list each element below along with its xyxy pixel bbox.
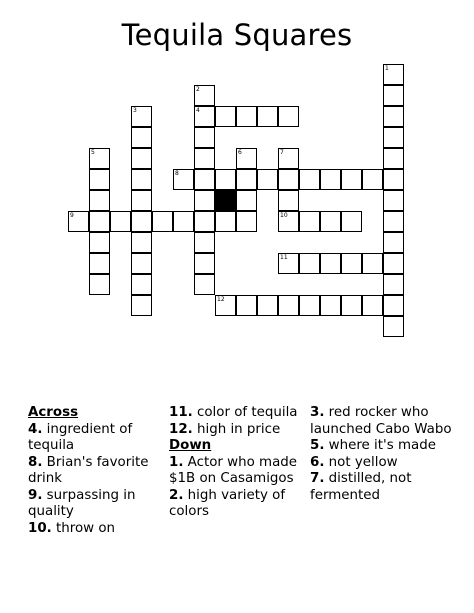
grid-cell[interactable] (131, 211, 152, 232)
grid-cell[interactable] (383, 148, 404, 169)
clue-number: 9 (70, 212, 74, 219)
grid-cell[interactable] (299, 295, 320, 316)
grid-cell[interactable] (383, 232, 404, 253)
grid-cell[interactable] (68, 211, 89, 232)
grid-cell[interactable] (131, 169, 152, 190)
grid-cell[interactable] (236, 169, 257, 190)
grid-cell[interactable] (299, 169, 320, 190)
clue-number: 8 (175, 170, 179, 177)
clue-across-10[interactable]: 10. throw on (28, 520, 116, 536)
grid-cell[interactable] (278, 106, 299, 127)
grid-cell[interactable] (173, 211, 194, 232)
grid-cell[interactable] (383, 211, 404, 232)
grid-cell[interactable] (89, 169, 110, 190)
grid-cell[interactable] (131, 232, 152, 253)
grid-cell[interactable] (383, 190, 404, 211)
grid-cell[interactable] (383, 106, 404, 127)
grid-cell[interactable] (320, 169, 341, 190)
grid-cell[interactable] (194, 106, 215, 127)
grid-cell[interactable] (278, 190, 299, 211)
grid-cell[interactable] (194, 169, 215, 190)
grid-cell[interactable] (236, 211, 257, 232)
puzzle-title: Tequila Squares (121, 18, 353, 52)
clue-number: 10 (280, 212, 288, 219)
grid-cell[interactable] (362, 169, 383, 190)
grid-cell[interactable] (299, 253, 320, 274)
grid-cell[interactable] (89, 211, 110, 232)
grid-cell[interactable] (383, 169, 404, 190)
grid-cell[interactable] (257, 295, 278, 316)
grid-cell[interactable] (89, 253, 110, 274)
clue-down-1[interactable]: 1. Actor who made $1B on Casamigos (169, 454, 298, 486)
clue-down-2[interactable]: 2. high variety of colors (169, 487, 286, 519)
grid-cell[interactable] (362, 253, 383, 274)
grid-cell[interactable] (194, 232, 215, 253)
grid-cell[interactable] (236, 106, 257, 127)
grid-cell[interactable] (194, 85, 215, 106)
grid-cell[interactable] (278, 295, 299, 316)
grid-cell[interactable] (383, 295, 404, 316)
clue-number: 4 (196, 107, 200, 114)
grid-cell[interactable] (215, 211, 236, 232)
grid-cell[interactable] (131, 190, 152, 211)
clue-across-11[interactable]: 11. color of tequila (169, 405, 298, 420)
clue-number: 3 (133, 107, 137, 114)
grid-cell[interactable] (131, 148, 152, 169)
clue-number: 5 (91, 149, 95, 156)
grid-cell[interactable] (278, 148, 299, 169)
clue-across-4[interactable]: 4. ingredient of tequila (28, 421, 133, 453)
clues-column-3 (310, 405, 460, 504)
grid-cell[interactable] (362, 295, 383, 316)
grid-cell[interactable] (215, 295, 236, 316)
grid-cell[interactable] (194, 127, 215, 148)
grid-cell[interactable] (215, 106, 236, 127)
clues-column-1 (28, 405, 163, 537)
grid-cell[interactable] (89, 274, 110, 295)
clue-number: 2 (196, 86, 200, 93)
grid-cell[interactable] (131, 274, 152, 295)
down-heading: Down (169, 438, 212, 453)
grid-cell[interactable] (194, 148, 215, 169)
grid-cell[interactable] (341, 169, 362, 190)
grid-cell[interactable] (194, 211, 215, 232)
grid-cell[interactable] (110, 211, 131, 232)
grid-cell[interactable] (383, 64, 404, 85)
grid-cell[interactable] (278, 211, 299, 232)
grid-cell[interactable] (89, 190, 110, 211)
grid-cell[interactable] (320, 253, 341, 274)
grid-cell[interactable] (131, 253, 152, 274)
clues-column-2 (169, 405, 304, 521)
clue-down-3[interactable]: 3. red rocker who launched Cabo Wabo (310, 405, 452, 437)
grid-cell[interactable] (236, 295, 257, 316)
grid-cell[interactable] (215, 169, 236, 190)
grid-cell[interactable] (341, 253, 362, 274)
grid-cell[interactable] (194, 274, 215, 295)
clue-across-9[interactable]: 9. surpassing in quality (28, 487, 136, 519)
grid-cell[interactable] (320, 295, 341, 316)
grid-cell[interactable] (131, 106, 152, 127)
grid-cell[interactable] (194, 190, 215, 211)
clue-number: 11 (280, 254, 288, 261)
grid-block-cell (215, 190, 236, 211)
grid-cell[interactable] (383, 316, 404, 337)
grid-cell[interactable] (194, 253, 215, 274)
grid-cell[interactable] (236, 190, 257, 211)
grid-cell[interactable] (89, 148, 110, 169)
grid-cell[interactable] (89, 232, 110, 253)
across-heading: Across (28, 405, 79, 420)
clue-number: 1 (385, 65, 389, 72)
grid-cell[interactable] (383, 274, 404, 295)
grid-cell[interactable] (383, 85, 404, 106)
grid-cell[interactable] (257, 169, 278, 190)
grid-cell[interactable] (383, 127, 404, 148)
grid-cell[interactable] (236, 148, 257, 169)
clue-number: 12 (217, 296, 225, 303)
clue-down-5[interactable]: 5. where it's made (310, 438, 436, 453)
clue-number: 7 (280, 149, 284, 156)
grid-cell[interactable] (278, 169, 299, 190)
grid-cell[interactable] (278, 253, 299, 274)
clue-down-7[interactable]: 7. distilled, not fermented (310, 471, 412, 503)
clue-down-6[interactable]: 6. not yellow (310, 454, 398, 470)
grid-cell[interactable] (257, 106, 278, 127)
grid-cell[interactable] (173, 169, 194, 190)
grid-cell[interactable] (131, 127, 152, 148)
grid-cell[interactable] (341, 211, 362, 232)
grid-cell[interactable] (383, 253, 404, 274)
grid-cell[interactable] (320, 211, 341, 232)
clue-across-12[interactable]: 12. high in price (169, 421, 281, 437)
grid-cell[interactable] (341, 295, 362, 316)
grid-cell[interactable] (131, 295, 152, 316)
grid-cell[interactable] (152, 211, 173, 232)
grid-cell[interactable] (299, 211, 320, 232)
clue-across-8[interactable]: 8. Brian's favorite drink (28, 454, 149, 486)
clue-number: 6 (238, 149, 242, 156)
